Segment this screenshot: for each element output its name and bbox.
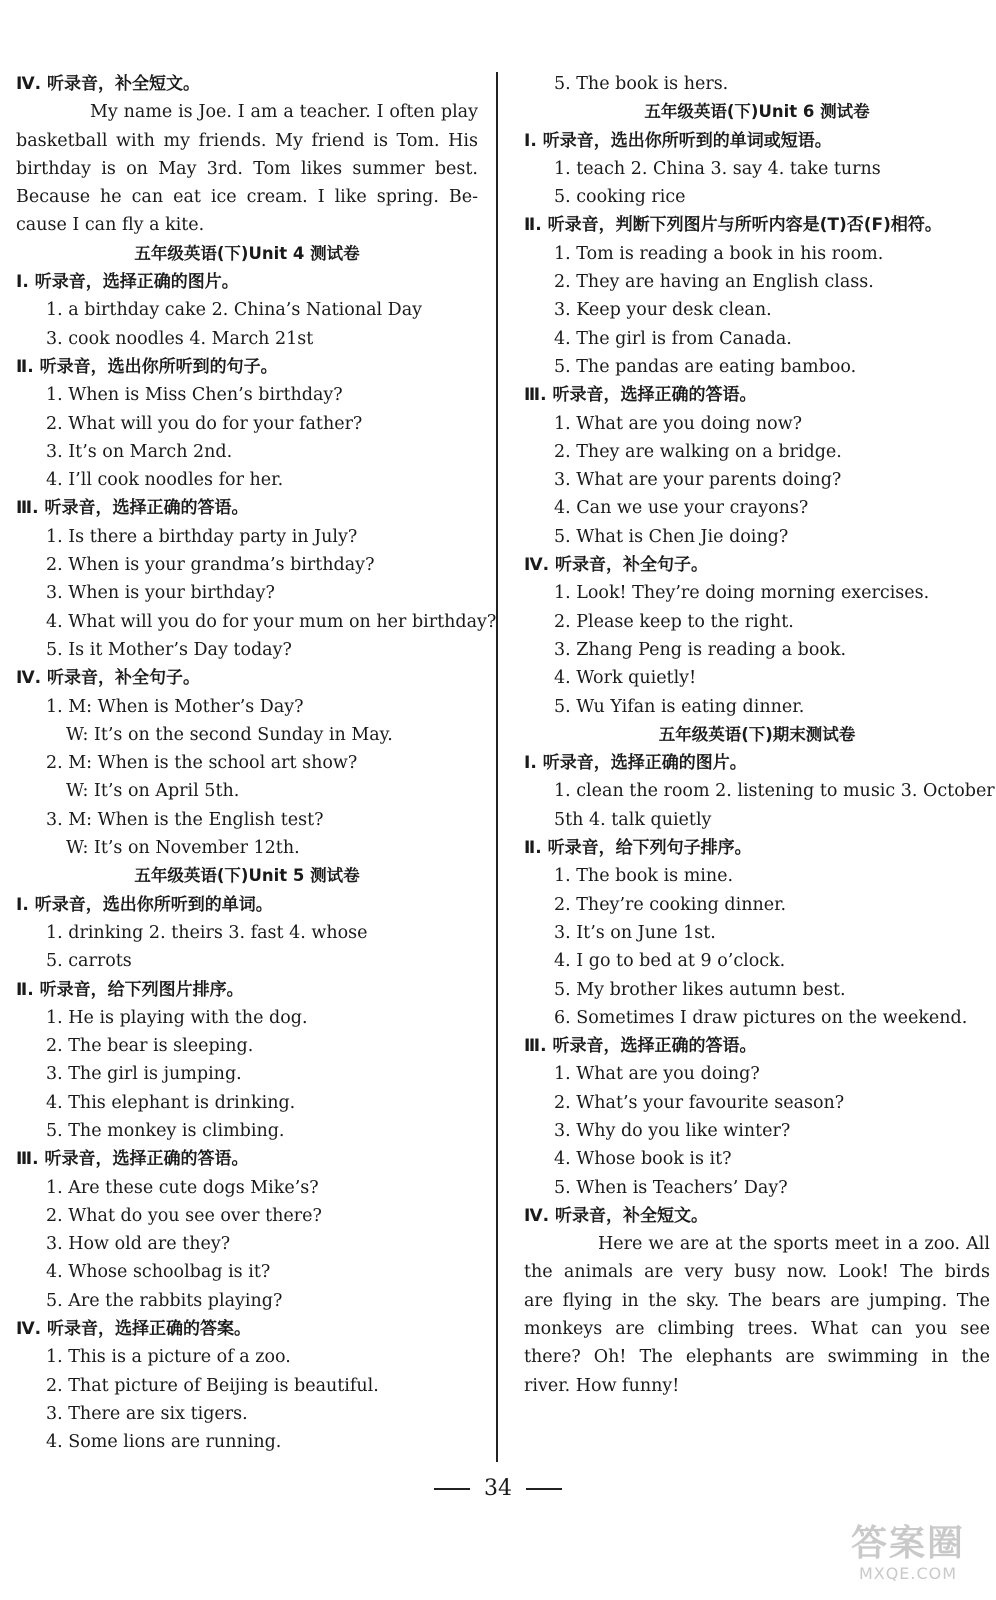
list-item: 3. M: When is the English test? xyxy=(46,809,324,830)
section-heading: Ⅱ. 听录音，给下列句子排序。 xyxy=(524,838,752,859)
paragraph-line: basketball with my friends. My friend is Tom. His xyxy=(16,130,478,151)
paragraph-line: the animals are very busy now. Look! The birds xyxy=(524,1262,990,1283)
paragraph-line: birthday is on May 3rd. Tom likes summer best. xyxy=(16,158,478,179)
list-item: 5. What is Chen Jie doing? xyxy=(554,526,789,547)
list-item: 5. My brother likes autumn best. xyxy=(554,979,846,1000)
section-heading: Ⅳ. 听录音，补全短文。 xyxy=(16,74,201,94)
list-item: 2. Please keep to the right. xyxy=(554,611,794,632)
section-heading: Ⅲ. 听录音，选择正确的答语。 xyxy=(524,385,757,406)
left-column xyxy=(16,70,497,1457)
list-item: 5. When is Teachers’ Day? xyxy=(554,1177,788,1198)
list-item: 4. Work quietly! xyxy=(554,668,697,689)
list-item: 2. The bear is sleeping. xyxy=(46,1036,254,1057)
list-item: 3. There are six tigers. xyxy=(46,1403,248,1424)
list-item: 5. Are the rabbits playing? xyxy=(46,1290,283,1311)
section-heading: Ⅳ. 听录音，补全句子。 xyxy=(524,555,709,576)
list-item: 1. The book is mine. xyxy=(554,866,734,887)
dialogue-reply: W: It’s on April 5th. xyxy=(66,781,240,802)
test-title: 五年级英语(下)Unit 6 测试卷 xyxy=(644,102,870,122)
list-item: 2. They’re cooking dinner. xyxy=(554,894,787,915)
list-item: 5. The book is hers. xyxy=(554,74,729,94)
dialogue-reply: W: It’s on the second Sunday in May. xyxy=(66,724,393,745)
section-heading: Ⅱ. 听录音，选出你所听到的句子。 xyxy=(16,356,278,377)
section-heading: Ⅰ. 听录音，选出你所听到的单词或短语。 xyxy=(524,130,832,151)
list-item: 1. This is a picture of a zoo. xyxy=(46,1347,291,1368)
list-item: 3. How old are they? xyxy=(46,1234,231,1255)
list-item: 1. What are you doing now? xyxy=(554,413,803,434)
list-item: 3. What are your parents doing? xyxy=(554,470,842,491)
list-item: 3. When is your birthday? xyxy=(46,583,275,604)
list-item: 4. This elephant is drinking. xyxy=(46,1092,296,1113)
list-item: 1. Tom is reading a book in his room. xyxy=(554,243,884,264)
list-item: 5. carrots xyxy=(46,951,132,972)
list-item: 2. That picture of Beijing is beautiful. xyxy=(46,1375,379,1396)
list-item: 5th 4. talk quietly xyxy=(554,809,712,830)
section-heading: Ⅱ. 听录音，判断下列图片与所听内容是(T)否(F)相符。 xyxy=(524,215,942,236)
footer-dash-left xyxy=(434,1488,470,1490)
section-heading: Ⅰ. 听录音，选择正确的图片。 xyxy=(524,753,747,774)
list-item: 5. cooking rice xyxy=(554,187,686,208)
list-item: 4. I’ll cook noodles for her. xyxy=(46,470,284,491)
dialogue-reply: W: It’s on November 12th. xyxy=(66,838,300,859)
paragraph-line: river. How funny! xyxy=(524,1375,680,1396)
list-item: 2. M: When is the school art show? xyxy=(46,753,358,774)
paragraph-line: cause I can fly a kite. xyxy=(16,215,205,236)
test-title: 五年级英语(下)期末测试卷 xyxy=(658,724,856,744)
watermark-top: 答案圈 xyxy=(850,1523,965,1564)
list-item: 1. M: When is Mother’s Day? xyxy=(46,696,304,717)
list-item: 1. Are these cute dogs Mike’s? xyxy=(46,1177,319,1198)
paragraph-line: there? Oh! The elephants are swimming in the xyxy=(524,1347,990,1368)
paragraph-line: My name is Joe. I am a teacher. I often play xyxy=(90,102,478,123)
page-footer xyxy=(0,1476,996,1501)
list-item: 1. Look! They’re doing morning exercises. xyxy=(554,583,930,604)
list-item: 3. cook noodles 4. March 21st xyxy=(46,328,314,349)
paragraph-line: monkeys are climbing trees. What can you see xyxy=(524,1319,990,1340)
section-heading: Ⅳ. 听录音，选择正确的答案。 xyxy=(16,1319,252,1340)
list-item: 4. I go to bed at 9 o’clock. xyxy=(554,951,786,972)
section-heading: Ⅰ. 听录音，选出你所听到的单词。 xyxy=(16,894,273,915)
section-heading: Ⅱ. 听录音，给下列图片排序。 xyxy=(16,979,244,1000)
list-item: 4. Whose schoolbag is it? xyxy=(46,1262,271,1283)
list-item: 2. They are having an English class. xyxy=(554,272,874,293)
right-column xyxy=(524,70,995,1400)
list-item: 2. What’s your favourite season? xyxy=(554,1092,845,1113)
list-item: 6. Sometimes I draw pictures on the weekend. xyxy=(554,1007,968,1028)
list-item: 2. When is your grandma’s birthday? xyxy=(46,555,375,576)
section-heading: Ⅳ. 听录音，补全句子。 xyxy=(16,668,201,689)
list-item: 3. It’s on June 1st. xyxy=(554,922,716,943)
section-heading: Ⅳ. 听录音，补全短文。 xyxy=(524,1205,709,1226)
list-item: 4. Can we use your crayons? xyxy=(554,498,809,519)
list-item: 1. teach 2. China 3. say 4. take turns xyxy=(554,158,881,179)
list-item: 3. Zhang Peng is reading a book. xyxy=(554,639,847,660)
footer-dash-right xyxy=(526,1488,562,1490)
list-item: 3. Keep your desk clean. xyxy=(554,300,772,321)
paragraph xyxy=(16,98,478,239)
list-item: 4. What will you do for your mum on her birthday? xyxy=(46,611,497,632)
test-title: 五年级英语(下)Unit 5 测试卷 xyxy=(134,866,360,886)
list-item: 1. He is playing with the dog. xyxy=(46,1007,308,1028)
list-item: 5. The pandas are eating bamboo. xyxy=(554,356,857,377)
section-heading: Ⅲ. 听录音，选择正确的答语。 xyxy=(16,498,249,519)
list-item: 4. Some lions are running. xyxy=(46,1432,282,1453)
test-title: 五年级英语(下)Unit 4 测试卷 xyxy=(134,243,360,263)
paragraph-line: Because he can eat ice cream. I like spring. Be- xyxy=(16,187,478,208)
list-item: 5. Wu Yifan is eating dinner. xyxy=(554,696,805,717)
paragraph-line: Here we are at the sports meet in a zoo. All xyxy=(598,1234,990,1255)
list-item: 1. Is there a birthday party in July? xyxy=(46,526,358,547)
page-number: 34 xyxy=(484,1476,512,1501)
list-item: 3. The girl is jumping. xyxy=(46,1064,242,1085)
list-item: 1. What are you doing? xyxy=(554,1064,760,1085)
list-item: 1. clean the room 2. listening to music 3. October xyxy=(554,781,995,802)
paragraph xyxy=(524,1230,990,1400)
list-item: 3. It’s on March 2nd. xyxy=(46,441,233,462)
list-item: 3. Why do you like winter? xyxy=(554,1120,791,1141)
list-item: 1. drinking 2. theirs 3. fast 4. whose xyxy=(46,922,368,943)
list-item: 2. They are walking on a bridge. xyxy=(554,441,842,462)
watermark-bottom: MXQE.COM xyxy=(858,1564,958,1583)
section-heading: Ⅲ. 听录音，选择正确的答语。 xyxy=(16,1149,249,1170)
column-divider xyxy=(496,72,498,1462)
watermark-logo xyxy=(838,1524,978,1594)
list-item: 2. What do you see over there? xyxy=(46,1205,322,1226)
list-item: 5. Is it Mother’s Day today? xyxy=(46,639,292,660)
section-heading: Ⅰ. 听录音，选择正确的图片。 xyxy=(16,272,239,293)
paragraph-line: are flying in the sky. The bears are jumping. The xyxy=(524,1290,990,1311)
list-item: 1. a birthday cake 2. China’s National Day xyxy=(46,300,423,321)
section-heading: Ⅲ. 听录音，选择正确的答语。 xyxy=(524,1036,757,1057)
list-item: 4. The girl is from Canada. xyxy=(554,328,792,349)
list-item: 5. The monkey is climbing. xyxy=(46,1120,285,1141)
list-item: 1. When is Miss Chen’s birthday? xyxy=(46,385,343,406)
list-item: 4. Whose book is it? xyxy=(554,1149,732,1170)
list-item: 2. What will you do for your father? xyxy=(46,413,363,434)
